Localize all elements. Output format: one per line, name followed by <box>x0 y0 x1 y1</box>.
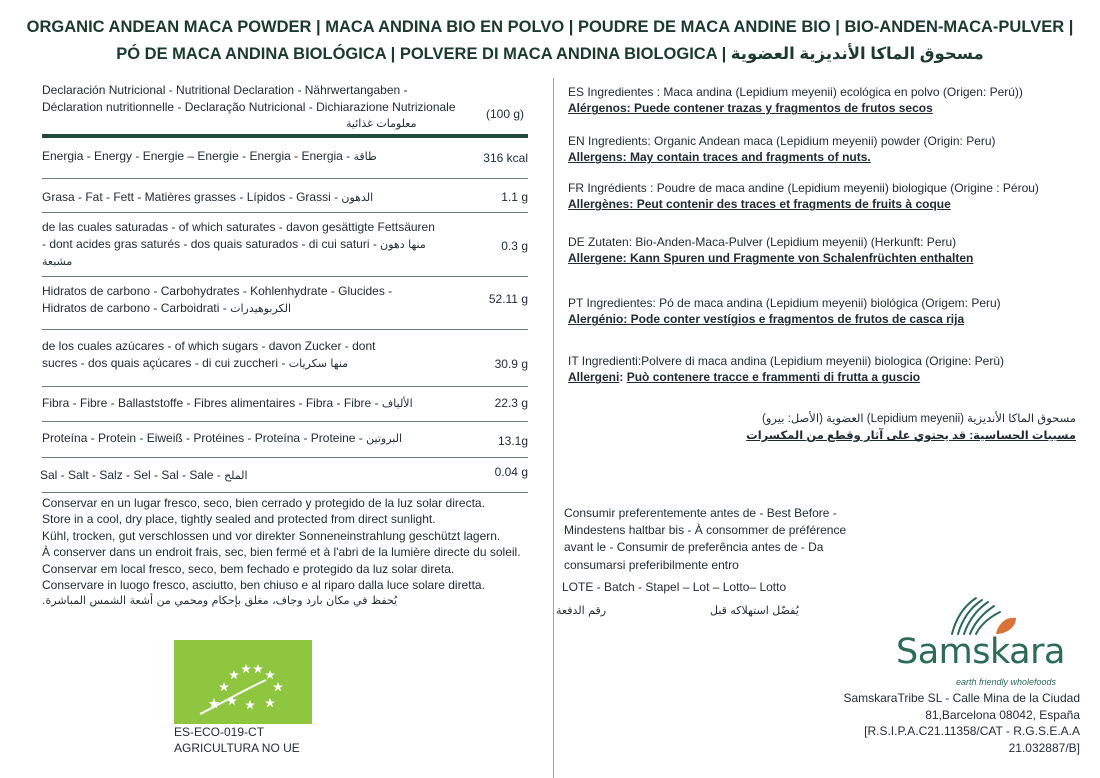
nutrition-heading: Declaración Nutricional - Nutritional Declaration - Nährwertangaben - Déclaration nutritionnelle - Declaração Nutricional - Dichiarazione Nutrizionale معلومات غذائية <box>42 82 457 115</box>
allergen-es: Alérgenos: Puede contener trazas y fragmentos de frutos secos <box>568 101 933 116</box>
table-row: de las cuales saturadas - of which saturates - davon gesättigte Fettsäuren - dont acides gras saturés - dos quais saturados - di cui saturi - منها دهون مشبعة 0.3 g <box>42 213 528 277</box>
eco-code: ES-ECO-019-CT <box>174 725 265 739</box>
best-before-label: Consumir preferentemente antes de - Best Before - Mindestens haltbar bis - À consommer de préférence avant le - Consumir de preferência antes de - Da consumarsi preferibilmente entro <box>564 506 847 572</box>
allergen-it: Può contenere tracce e frammenti di frutta a guscio <box>626 370 921 385</box>
nutrition-heading-ar: معلومات غذائية <box>346 117 417 130</box>
table-row: Proteína - Protein - Eiweiß - Protéines - Proteína - Proteine - البروتين 13.1g <box>42 422 528 458</box>
nutrient-value: 13.1g <box>497 434 528 448</box>
allergen-en: Allergens: May contain traces and fragments of nuts. <box>568 150 871 165</box>
allergen-pt: Alergénio: Pode conter vestígios e fragmentos de frutos de casca rija <box>568 312 965 327</box>
allergen-de: Allergene: Kann Spuren und Fragmente von Schalenfrüchten enthalten <box>568 251 974 266</box>
lot-label: LOTE - Batch - Stapel – Lot – Lotto– Lotto <box>562 580 787 594</box>
nutrition-header <box>42 82 528 134</box>
table-row: de los cuales azúcares - of which sugars - davon Zucker - dont sucres - dos quais açúcares - di cui zuccheri - منها سكريات 30.9 g <box>42 330 528 387</box>
storage-it: Conservare in luogo fresco, asciutto, ben chiuso e al riparo dalla luce solare diretta. <box>42 578 485 593</box>
allergen-fr: Allergènes: Peut contenir des traces et fragments de fruits à coque <box>568 197 951 212</box>
ingredients-de: DE Zutaten: Bio-Anden-Maca-Pulver (Lepidium meyenii) (Herkunft: Peru) Allergene: Kann Spuren und Fragmente von Schalenfrüchten enthalten <box>568 234 1088 267</box>
ingredients-en: EN Ingredients: Organic Andean maca (Lepidium meyenii) powder (Origin: Peru) Allergens: May contain traces and fragments of nuts. <box>568 133 1088 166</box>
nutrient-value: 30.9 g <box>494 357 528 371</box>
ar-best-before-label: يُفضّل استهلاكه قبل <box>710 604 799 617</box>
eco-origin: AGRICULTURA NO UE <box>174 741 300 755</box>
nutrient-value: 22.3 g <box>494 396 528 410</box>
column-divider <box>553 78 554 778</box>
title-line-1: ORGANIC ANDEAN MACA POWDER | MACA ANDINA BIO EN POLVO | POUDRE DE MACA ANDINE BIO | BIO-ANDEN-MACA-PULVER | <box>26 18 1074 36</box>
storage-en: Store in a cool, dry place, tightly sealed and protected from direct sunlight. <box>42 512 436 527</box>
brand-tagline: earth friendly wholefoods <box>956 677 1057 687</box>
ingredients-ar: مسحوق الماكا الأنديزية (Lepidium meyenii) العضوية (الأصل: بيرو) مسببات الحساسية: قد يحتوي على آثار وقطع من المكسرات <box>656 411 1076 445</box>
eu-leaf-icon <box>174 640 312 724</box>
table-row: Grasa - Fat - Fett - Matières grasses - Lípidos - Grassi - الدهون 1.1 g <box>42 179 528 213</box>
nutrient-value: 316 kcal <box>483 151 528 165</box>
allergen-ar: مسببات الحساسية: قد يحتوي على آثار وقطع من المكسرات <box>746 430 1076 442</box>
nutrient-value: 0.3 g <box>501 239 528 253</box>
storage-es: Conservar en un lugar fresco, seco, bien cerrado y protegido de la luz solar directa. <box>42 496 485 510</box>
table-row: Sal - Salt - Salz - Sel - Sal - Sale - الملح 0.04 g <box>42 458 528 493</box>
brand-name: Samskara <box>896 632 1065 672</box>
company-address: SamskaraTribe SL - Calle Mina de la Ciudad 81,Barcelona 08042, España [R.S.I.P.A.C21.11358/CAT - R.G.S.E.A.A 21.032887/B] <box>843 691 1080 755</box>
storage-fr: À conserver dans un endroit frais, sec, bien fermé et à l'abri de la lumière directe du soleil. <box>42 545 521 560</box>
ingredients-fr: FR Ingrédients : Poudre de maca andine (Lepidium meyenii) biologique (Origine : Pérou) Allergènes: Peut contenir des traces et fragments de fruits à coque <box>568 180 1088 213</box>
nutrient-value: 52.11 g <box>488 292 528 306</box>
storage-pt: Conservar em local fresco, seco, bem fechado e protegido da luz solar direta. <box>42 561 455 576</box>
eco-certification <box>174 724 300 756</box>
table-rule <box>42 134 528 138</box>
nutrition-table <box>42 82 528 493</box>
allergen-it-label: Allergeni <box>568 370 620 385</box>
nutrient-value: 0.04 g <box>494 465 528 479</box>
ingredients-pt: PT Ingredientes: Pó de maca andina (Lepidium meyenii) biológica (Origem: Peru) Alergénio: Pode conter vestígios e fragmentos de frutos de casca rija <box>568 295 1088 328</box>
storage-de: Kühl, trocken, gut verschlossen und vor direkter Sonneneinstrahlung geschützt lagern. <box>42 528 501 543</box>
storage-ar: يُحفظ في مكان بارد وجاف، مغلق بإحكام ومحمي من أشعة الشمس المباشرة. <box>42 594 398 608</box>
ar-lot-label: رقم الدفعة <box>556 604 607 617</box>
table-row: Hidratos de carbono - Carbohydrates - Kohlenhydrate - Glucides - Hidratos de carbono - Carboidrati - الكربوهيدرات 52.11 g <box>42 277 528 330</box>
samskara-logo-icon <box>946 594 1018 636</box>
nutrient-value: 1.1 g <box>501 190 528 204</box>
table-row: Fibra - Fibre - Ballaststoffe - Fibres alimentaires - Fibra - Fibre - الألياف 22.3 g <box>42 387 528 422</box>
eu-organic-logo <box>174 640 312 724</box>
ingredients-es: ES Ingredientes : Maca andina (Lepidium meyenii) ecológica en polvo (Origen: Perú)) Alérgenos: Puede contener trazas y fragmentos de frutos secos <box>568 84 1088 117</box>
product-title <box>0 14 1100 68</box>
ingredients-it: IT Ingredienti:Polvere di maca andina (Lepidium meyenii) biologica (Origine: Perù) Allergeni: Può contenere tracce e frammenti di frutta a guscio <box>568 354 1004 385</box>
table-row: Energia - Energy - Energie – Energie - Energia - Energia - طاقة 316 kcal <box>42 142 528 179</box>
title-line-2: PÓ DE MACA ANDINA BIOLÓGICA | POLVERE DI MACA ANDINA BIOLOGICA | مسحوق الماكا الأنديزية العضوية <box>116 45 984 63</box>
per-100g: (100 g) <box>485 107 524 121</box>
storage-instructions <box>42 495 542 610</box>
